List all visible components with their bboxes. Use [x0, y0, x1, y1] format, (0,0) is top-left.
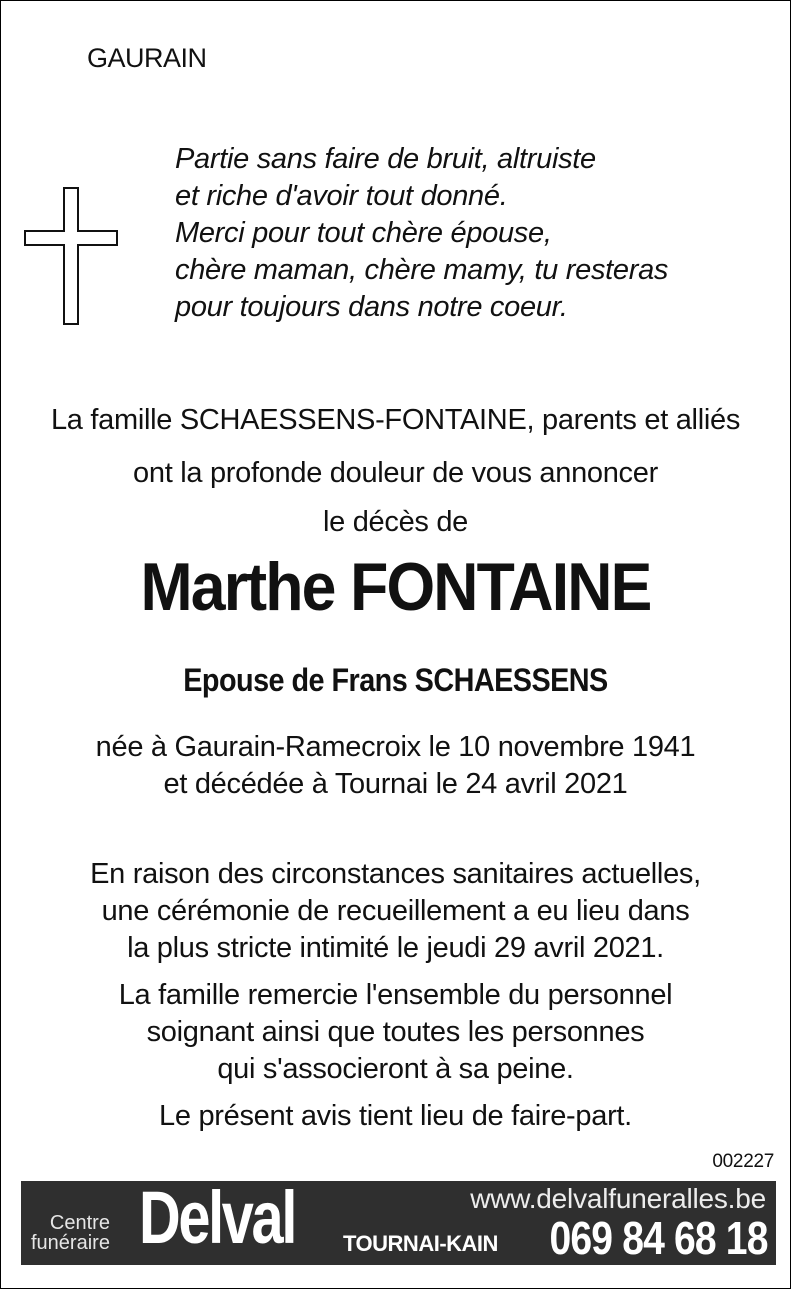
birth-death-dates	[1, 729, 790, 803]
announcement-line: La famille SCHAESSENS-FONTAINE, parents et alliés	[50, 404, 741, 436]
cross-icon	[23, 187, 119, 325]
message-line: la plus stricte intimité le jeudi 29 avril 2021.	[127, 932, 664, 964]
location-heading: GAURAIN	[87, 43, 207, 73]
website-link[interactable]: www.delvalfuneralles.be	[470, 1183, 766, 1214]
phone-number: 069 84 68 18	[549, 1212, 768, 1264]
closing-line: Le présent avis tient lieu de faire-part.	[159, 1100, 632, 1132]
announcement-line: le décès de	[322, 506, 469, 538]
message-line: une cérémonie de recueillement a eu lieu dans	[101, 895, 690, 927]
funeral-home-banner	[21, 1176, 776, 1265]
brand-logo: Delval	[139, 1176, 296, 1259]
birth-line: née à Gaurain-Ramecroix le 10 novembre 1941	[95, 731, 696, 763]
message-line: soignant ainsi que toutes les personnes	[146, 1016, 645, 1048]
poem-line: pour toujours dans notre coeur.	[175, 291, 568, 323]
reference-number: 002227	[712, 1151, 774, 1172]
message-text	[1, 856, 790, 1135]
centre-funeraire-label: Centre funéraire	[31, 1212, 110, 1254]
announcement	[1, 394, 790, 544]
message-line: En raison des circonstances sanitaires actuelles,	[90, 858, 701, 890]
city-label: TOURNAI-KAIN	[343, 1231, 498, 1256]
spouse-line: Epouse de Frans SCHAESSENS	[183, 662, 608, 698]
poem-line: chère maman, chère mamy, tu resteras	[175, 254, 669, 286]
poem	[175, 141, 668, 326]
poem-line: et riche d'avoir tout donné.	[175, 180, 508, 212]
death-line: et décédée à Tournai le 24 avril 2021	[163, 768, 628, 800]
message-line: La famille remercie l'ensemble du personnel	[118, 979, 673, 1011]
announcement-line: ont la profonde douleur de vous annoncer	[133, 457, 658, 489]
poem-line: Merci pour tout chère épouse,	[175, 217, 552, 249]
poem-line: Partie sans faire de bruit, altruiste	[175, 143, 596, 175]
deceased-name: Marthe FONTAINE	[140, 549, 651, 625]
message-line: qui s'associeront à sa peine.	[217, 1053, 574, 1085]
